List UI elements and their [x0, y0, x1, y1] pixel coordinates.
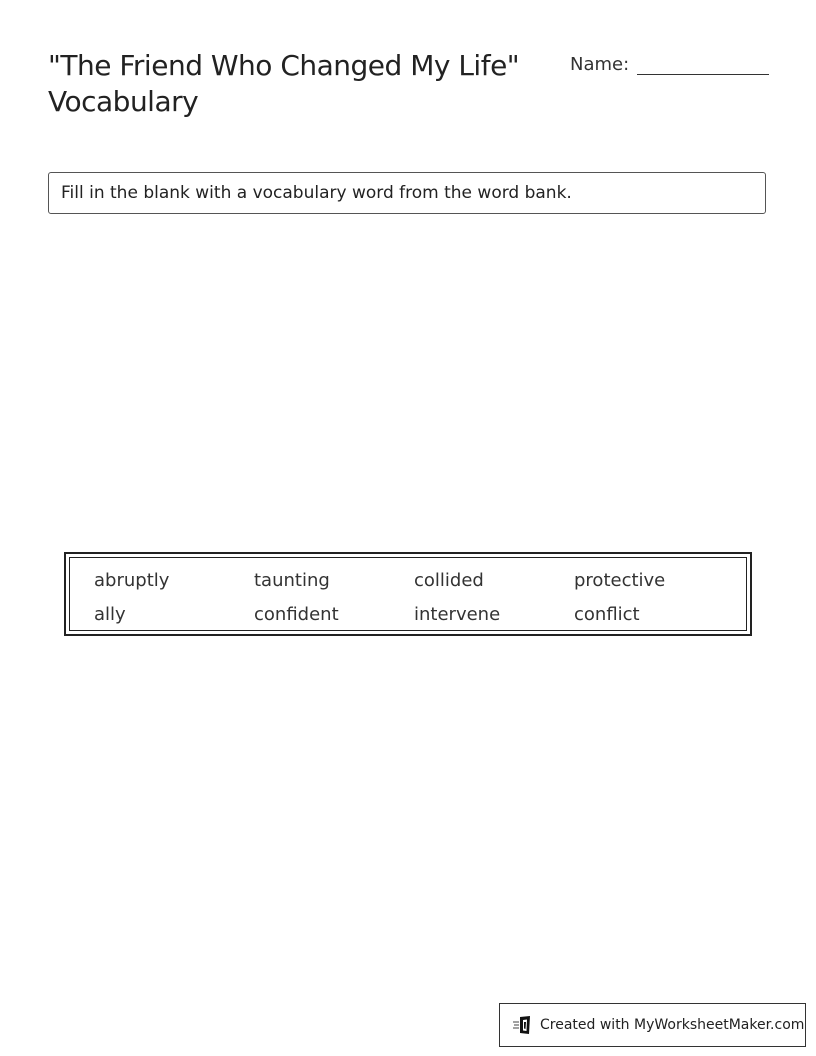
word-bank-word: protective [574, 570, 666, 591]
word-bank-inner [69, 557, 747, 631]
name-label: Name: [570, 54, 630, 75]
word-bank-word: confident [254, 604, 339, 625]
word-bank-word: ally [94, 604, 126, 625]
footer-credit-text: Created with MyWorksheetMaker.com [540, 1017, 805, 1033]
word-bank-word: intervene [414, 604, 501, 625]
page-title-line-2: Vocabulary [48, 85, 199, 118]
word-bank-word: taunting [254, 570, 330, 591]
footer-credit[interactable] [499, 1003, 806, 1047]
name-blank-line[interactable] [637, 52, 769, 75]
worksheet-maker-logo-icon [512, 1014, 534, 1036]
word-bank [64, 552, 752, 636]
instructions-text: Fill in the blank with a vocabulary word from the word bank. [61, 183, 572, 203]
word-bank-word: collided [414, 570, 484, 591]
page-title-line-1: "The Friend Who Changed My Life" [48, 49, 520, 82]
word-bank-word: conflict [574, 604, 640, 625]
word-bank-word: abruptly [94, 570, 170, 591]
instructions-box [48, 172, 766, 214]
page-title [48, 48, 519, 120]
name-field [570, 52, 769, 75]
